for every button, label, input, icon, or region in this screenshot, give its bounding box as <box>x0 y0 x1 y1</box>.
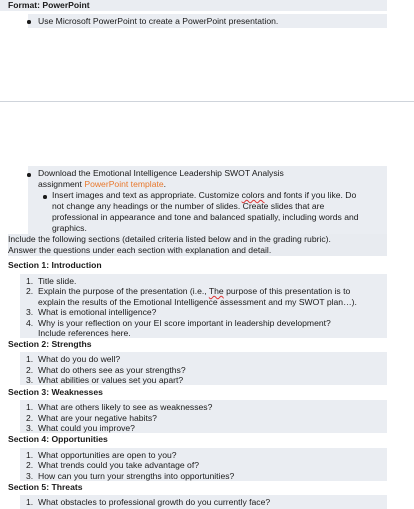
num-1: 1. <box>26 276 34 286</box>
s3-item1: What are others likely to see as weaknesses? <box>38 402 213 412</box>
section-5-title: Section 5: Threats <box>8 482 83 492</box>
s2-item3: What abilities or values set you apart? <box>38 375 184 385</box>
s2-item1: What do you do well? <box>38 354 121 364</box>
download-line2 <box>38 179 166 189</box>
sub-line1-a: Insert images and text as appropriate. Customize <box>52 190 242 200</box>
s1-item2-word: The <box>208 286 224 296</box>
num-2: 2. <box>26 413 34 423</box>
num-3: 3. <box>26 375 34 385</box>
s4-item2: What trends could you take advantage of? <box>38 460 199 470</box>
sub-line1-word: colors <box>241 190 265 200</box>
num-1: 1. <box>26 354 34 364</box>
section-4-title: Section 4: Opportunities <box>8 434 108 444</box>
bullet-icon <box>27 20 31 24</box>
s1-item4: Why is your reflection on your EI score important in leadership development? <box>38 318 331 328</box>
num-1: 1. <box>26 402 34 412</box>
s1-item2-b: purpose of this presentation is to <box>223 286 351 296</box>
num-4: 4. <box>26 318 34 328</box>
section-3-title: Section 3: Weaknesses <box>8 387 103 397</box>
s4-item1: What opportunities are open to you? <box>38 450 177 460</box>
s1-item2 <box>38 286 350 296</box>
sub-line3: professional in appearance and tone and balanced spatially, including words and <box>52 212 359 222</box>
s5-item1: What obstacles to professional growth do you currently face? <box>38 497 271 507</box>
section-2-title: Section 2: Strengths <box>8 339 92 349</box>
intro-line2: Answer the questions under each section with explanation and detail. <box>8 245 272 255</box>
template-link[interactable]: PowerPoint template <box>84 179 164 189</box>
bullet-icon <box>27 173 31 177</box>
sub-line1 <box>52 190 356 200</box>
download-line2-prefix: assignment <box>38 179 85 189</box>
s1-item3: What is emotional intelligence? <box>38 307 157 317</box>
s1-item1: Title slide. <box>38 276 77 286</box>
sub-line2: not change any headings or the number of slides. Create slides that are <box>52 201 325 211</box>
intro-line1: Include the following sections (detailed criteria listed below and in the grading rubric). <box>8 234 331 244</box>
num-3: 3. <box>26 471 34 481</box>
s1-item2-line2: explain the results of the Emotional Intelligence assessment and my SWOT plan…). <box>38 297 357 307</box>
num-3: 3. <box>26 307 34 317</box>
download-line2-suffix: . <box>163 179 167 189</box>
format-title: Format: PowerPoint <box>8 0 90 10</box>
s1-item2-a: Explain the purpose of the presentation (i.e., <box>38 286 209 296</box>
num-2: 2. <box>26 365 34 375</box>
section-1-title: Section 1: Introduction <box>8 260 102 270</box>
num-1: 1. <box>26 450 34 460</box>
s3-item3: What could you improve? <box>38 423 135 433</box>
sub-bullet-icon <box>43 195 47 199</box>
s1-item4-line2: Include references here. <box>38 328 131 338</box>
num-2: 2. <box>26 286 34 296</box>
page-divider <box>0 101 414 102</box>
s3-item2: What are your negative habits? <box>38 413 157 423</box>
sub-line1-b: and fonts if you like. Do <box>264 190 357 200</box>
s4-item3: How can you turn your strengths into opportunities? <box>38 471 235 481</box>
s2-item2: What do others see as your strengths? <box>38 365 186 375</box>
download-line1: Download the Emotional Intelligence Leadership SWOT Analysis <box>38 168 284 178</box>
format-bullet-text: Use Microsoft PowerPoint to create a PowerPoint presentation. <box>38 16 279 26</box>
num-1: 1. <box>26 497 34 507</box>
num-3: 3. <box>26 423 34 433</box>
sub-line4: graphics. <box>52 223 87 233</box>
num-2: 2. <box>26 460 34 470</box>
